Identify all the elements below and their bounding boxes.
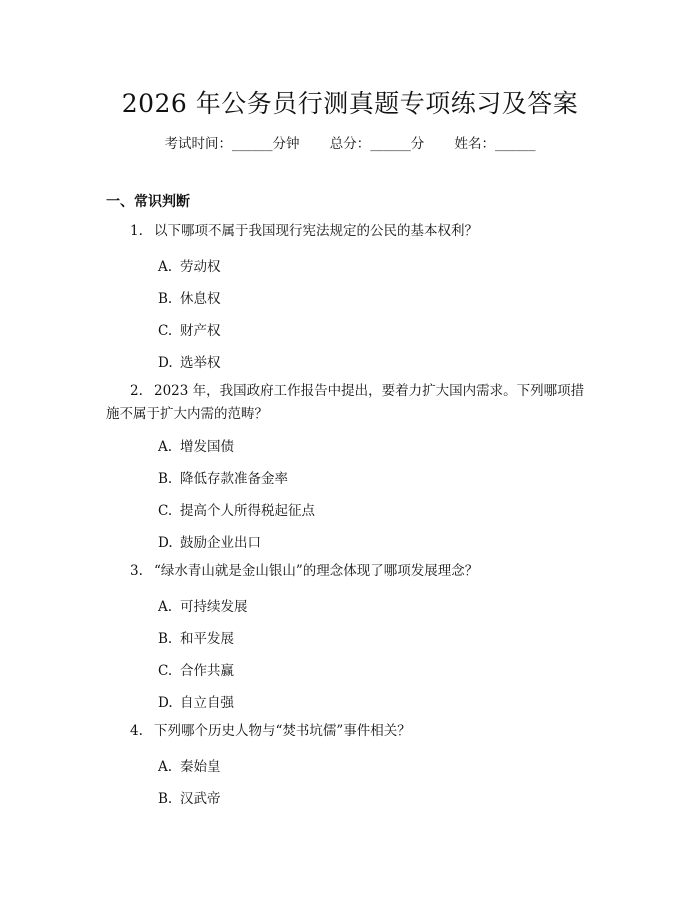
question-text: “绿水青山就是金山银山”的理念体现了哪项发展理念？ (154, 563, 479, 579)
question-4-option-b (158, 787, 221, 807)
question-1-option-b (158, 287, 221, 307)
question-4-option-a (158, 755, 221, 775)
option-text: 劳动权 (180, 259, 221, 275)
option-letter: B. (158, 631, 173, 647)
option-letter: C. (158, 323, 173, 339)
option-letter: B. (158, 291, 173, 307)
option-letter: C. (158, 663, 173, 679)
option-letter: A. (158, 599, 173, 615)
option-letter: B. (158, 471, 173, 487)
question-3-option-b (158, 627, 234, 647)
option-letter: D. (158, 355, 173, 371)
option-letter: D. (158, 695, 173, 711)
option-text: 自立自强 (180, 695, 234, 711)
question-1-option-d (158, 351, 221, 371)
option-letter: C. (158, 503, 173, 519)
document-title: 2026 年公务员行测真题专项练习及答案 (121, 89, 579, 118)
question-text: 以下哪项不属于我国现行宪法规定的公民的基本权利？ (154, 223, 478, 239)
option-text: 鼓励企业出口 (180, 535, 261, 551)
option-letter: A. (158, 759, 173, 775)
question-2-option-a (158, 435, 234, 455)
question-3-option-d (158, 691, 234, 711)
question-number: 4. (130, 723, 143, 739)
option-letter: A. (158, 439, 173, 455)
option-text: 财产权 (180, 323, 221, 339)
option-text: 合作共赢 (180, 663, 234, 679)
option-letter: D. (158, 535, 173, 551)
question-1 (106, 220, 594, 243)
name-field: 姓名：______ (454, 136, 536, 152)
question-4 (106, 720, 594, 743)
question-3-option-a (158, 595, 248, 615)
total-score-field: 总分：______分 (329, 136, 425, 152)
option-text: 选举权 (180, 355, 221, 371)
option-letter: A. (158, 259, 173, 275)
option-text: 休息权 (180, 291, 221, 307)
exam-meta-row (0, 132, 700, 152)
question-number: 2. (130, 383, 143, 399)
question-3 (106, 560, 594, 583)
question-2-option-d (158, 531, 261, 551)
exam-time-field: 考试时间：______分钟 (164, 136, 300, 152)
section-heading: 一、常识判断 (106, 194, 190, 210)
option-text: 可持续发展 (180, 599, 248, 615)
question-2-option-c (158, 499, 315, 519)
option-text: 汉武帝 (180, 791, 221, 807)
question-1-option-c (158, 319, 221, 339)
option-letter: B. (158, 791, 173, 807)
option-text: 降低存款准备金率 (180, 471, 288, 487)
question-1-option-a (158, 255, 221, 275)
question-number: 1. (130, 223, 143, 239)
question-text: 下列哪个历史人物与“焚书坑儒”事件相关？ (154, 723, 411, 739)
question-3-option-c (158, 659, 234, 679)
option-text: 提高个人所得税起征点 (180, 503, 315, 519)
question-2 (106, 380, 594, 426)
question-2-option-b (158, 467, 288, 487)
option-text: 秦始皇 (180, 759, 221, 775)
option-text: 和平发展 (180, 631, 234, 647)
question-text: 2023 年，我国政府工作报告中提出，要着力扩大国内需求。下列哪项措施不属于扩大内需的范畴？ (106, 383, 585, 422)
option-text: 增发国债 (180, 439, 234, 455)
question-number: 3. (130, 563, 143, 579)
